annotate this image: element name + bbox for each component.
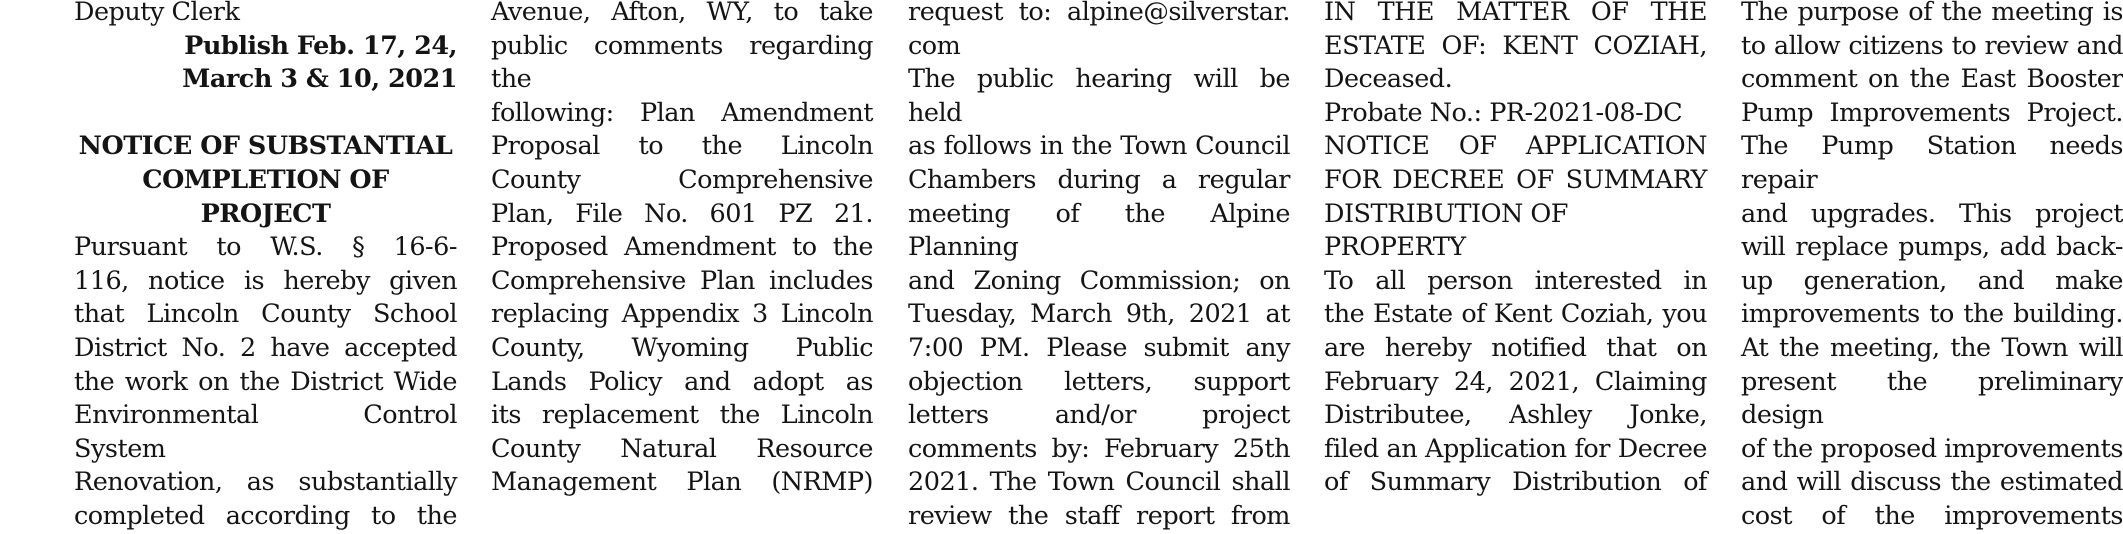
column-1 xyxy=(74,0,457,534)
text-line: Renovation, as substantially xyxy=(74,467,457,498)
text-line: Environmental Control System xyxy=(74,400,457,464)
text-line: Lands Policy and adopt as xyxy=(491,366,873,397)
text-line: February 24, 2021, Claiming xyxy=(1324,366,1707,397)
text-line: District No. 2 have accepted xyxy=(74,332,457,363)
text-line: County, Wyoming Public xyxy=(491,332,873,363)
text-line: Pursuant to W.S. § 16-6- xyxy=(74,232,457,263)
text-line: objection letters, support xyxy=(908,366,1290,397)
text-line: Plan, File No. 601 PZ 21. xyxy=(491,198,873,229)
text-line: Chambers during a regular xyxy=(908,164,1290,195)
text-line: The purpose of the meeting is xyxy=(1741,0,2123,27)
text-line: 116, notice is hereby given xyxy=(74,265,457,296)
text-line: The public hearing will be held xyxy=(908,64,1290,128)
text-line: up generation, and make xyxy=(1741,265,2123,296)
text-line: to allow citizens to review and xyxy=(1741,30,2123,61)
text-line: and Zoning Commission; on xyxy=(908,265,1290,296)
text-line: review the staff report from xyxy=(908,500,1290,531)
column-2 xyxy=(491,0,873,500)
text-line: are hereby notified that on xyxy=(1324,332,1707,363)
text-line: Deceased. xyxy=(1324,64,1453,95)
text-line: completed according to the xyxy=(74,500,457,531)
text-line: com xyxy=(908,30,961,61)
text-line: The Pump Station needs repair xyxy=(1741,131,2123,195)
text-line: ESTATE OF: KENT COZIAH, xyxy=(1324,30,1707,61)
text-line: comment on the East Booster xyxy=(1741,64,2123,95)
text-line: DISTRIBUTION OF PROPERTY xyxy=(1324,198,1569,263)
text-line: meeting of the Alpine Planning xyxy=(908,198,1290,263)
text-line: of the proposed improvements xyxy=(1741,433,2123,464)
text-line: 2021. The Town Council shall xyxy=(908,467,1290,498)
column-4 xyxy=(1324,0,1707,500)
text-line: and upgrades. This project xyxy=(1741,198,2123,229)
text-line: Pump Improvements Project. xyxy=(1741,97,2123,128)
text-line: the work on the District Wide xyxy=(74,366,457,397)
text-line: FOR DECREE OF SUMMARY xyxy=(1324,164,1707,195)
column-3 xyxy=(908,0,1290,534)
deputy-clerk-signature: Deputy Clerk xyxy=(74,0,240,27)
text-line: Tuesday, March 9th, 2021 at xyxy=(908,299,1290,330)
text-line: public comments regarding the xyxy=(491,30,873,95)
text-line: replacing Appendix 3 Lincoln xyxy=(491,299,873,330)
column-5 xyxy=(1741,0,2123,534)
text-line: the Estate of Kent Coziah, you xyxy=(1324,299,1707,330)
text-line: Distributee, Ashley Jonke, xyxy=(1324,400,1707,431)
text-line: NOTICE OF APPLICATION xyxy=(1324,131,1707,162)
text-line: County Comprehensive xyxy=(491,164,873,195)
text-line: present the preliminary design xyxy=(1741,366,2123,431)
publish-dates-line-1: Publish Feb. 17, 24, xyxy=(184,30,457,61)
notice-heading-line-2: COMPLETION OF PROJECT xyxy=(142,164,389,229)
text-line: Proposal to the Lincoln xyxy=(491,131,873,162)
text-line: will replace pumps, add back- xyxy=(1741,232,2123,263)
text-line: following: Plan Amendment xyxy=(491,97,873,128)
text-line: filed an Application for Decree xyxy=(1324,433,1707,464)
text-line: improvements to the building. xyxy=(1741,299,2123,330)
text-line: To all person interested in xyxy=(1324,265,1707,296)
text-line: At the meeting, the Town will xyxy=(1741,332,2123,363)
notice-heading-line-1: NOTICE OF SUBSTANTIAL xyxy=(78,131,453,162)
text-line: 7:00 PM. Please submit any xyxy=(908,332,1290,363)
text-line: request to: alpine@silverstar. xyxy=(908,0,1290,27)
probate-number: Probate No.: PR-2021-08-DC xyxy=(1324,97,1683,128)
text-line: and will discuss the estimated xyxy=(1741,467,2123,498)
publish-dates-line-2: March 3 & 10, 2021 xyxy=(182,64,457,95)
text-line: its replacement the Lincoln xyxy=(491,400,873,431)
text-line: cost of the improvements xyxy=(1741,500,2123,531)
text-line: of Summary Distribution of xyxy=(1324,467,1707,498)
text-line: that Lincoln County School xyxy=(74,299,457,330)
text-line: Avenue, Afton, WY, to take xyxy=(491,0,873,27)
text-line: as follows in the Town Council xyxy=(908,131,1290,162)
text-line: letters and/or project xyxy=(908,400,1290,431)
text-line: IN THE MATTER OF THE xyxy=(1324,0,1707,27)
text-line: Proposed Amendment to the xyxy=(491,232,873,263)
text-line: Management Plan (NRMP) xyxy=(491,467,873,498)
text-line: County Natural Resource xyxy=(491,433,873,464)
text-line: Comprehensive Plan includes xyxy=(491,265,873,296)
text-line: comments by: February 25th xyxy=(908,433,1290,464)
